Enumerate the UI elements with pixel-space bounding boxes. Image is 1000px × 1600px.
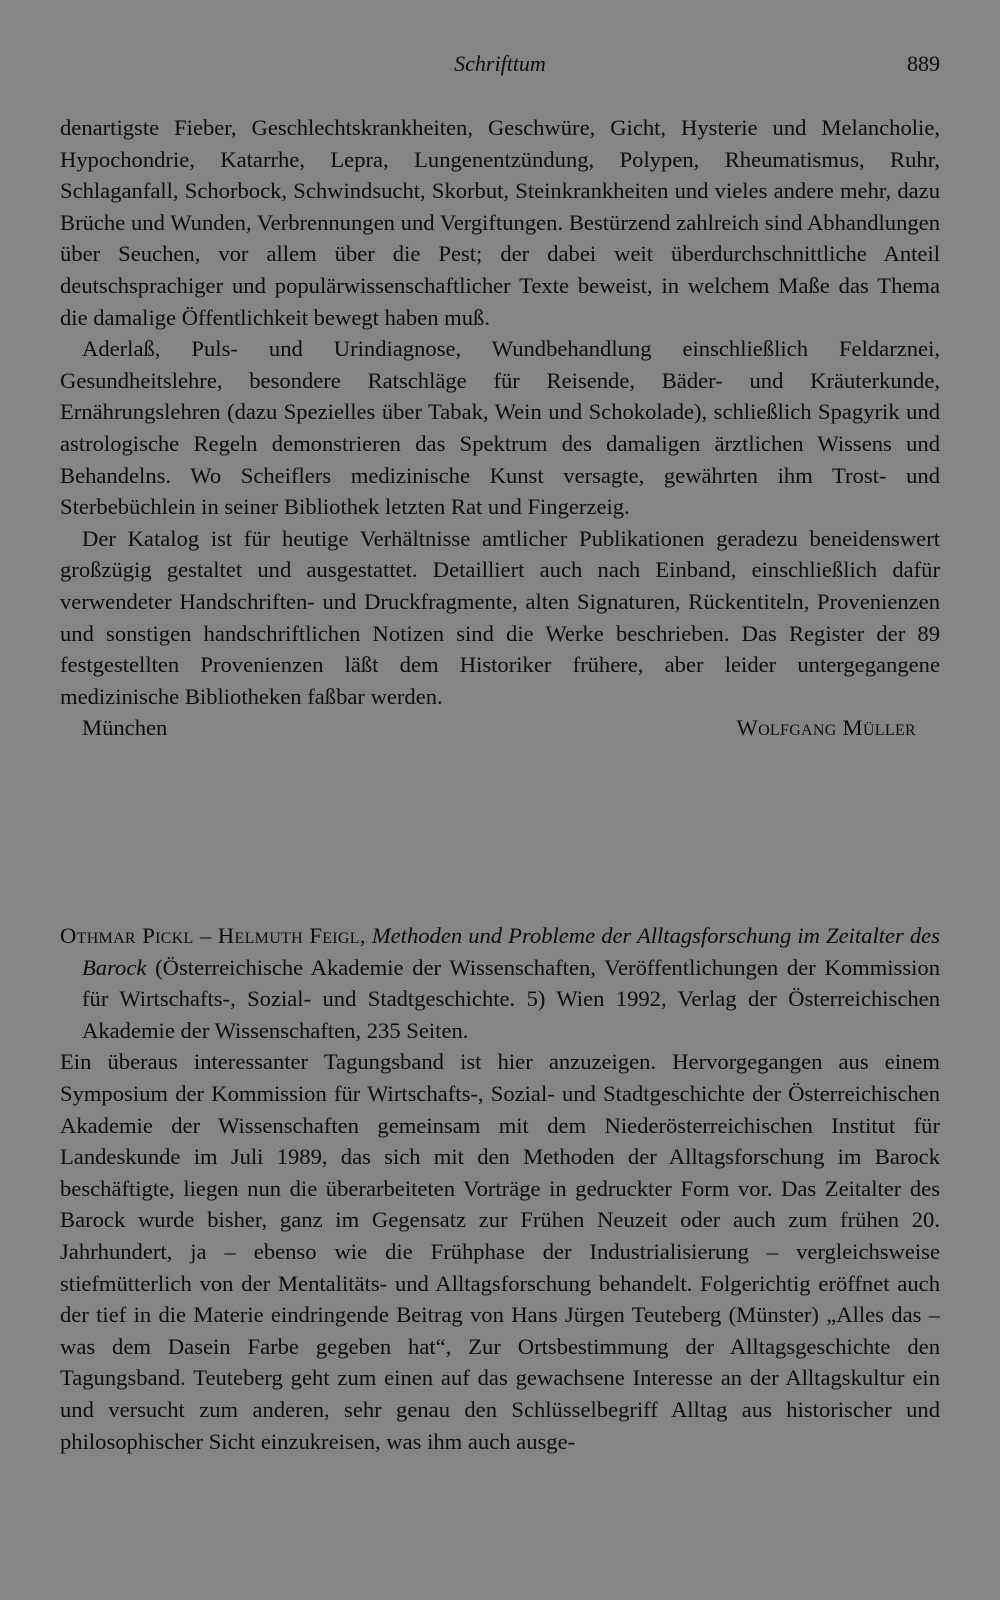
page-number: 889 bbox=[907, 51, 940, 76]
paragraph: Aderlaß, Puls- und Urindiagnose, Wundbehandlung einschließlich Feldarznei, Gesundheitslehre, besondere Ratschläge für Reisende, Bäder- und Kräuterkunde, Ernährungslehren (dazu Spezielles über Tabak, Wein und Schokolade), schließlich Spagyrik und astrologische Regeln demonstrieren das Spektrum des damaligen ärztlichen Wissens und Behandelns. Wo Scheiflers medizinische Kunst versagte, gewährten ihm Trost- und Sterbebüchlein in seiner Bibliothek letzten Rat und Fingerzeig. bbox=[60, 336, 940, 520]
review-signature bbox=[60, 712, 940, 744]
review-body: Ein überaus interessanter Tagungsband ist hier anzuzeigen. Hervorgegangen aus einem Symposium der Kommission für Wirtschafts-, Sozial- und Stadtgeschichte der Österreichischen Akademie der Wissenschaften gemeinsam mit dem Niederösterreichischen Institut für Landeskunde im Juli 1989, das sich mit den Methoden der Alltagsforschung im Barock beschäftigte, liegen nun die überarbeiteten Vorträge in gedruckter Form vor. Das Zeitalter des Barock wurde bisher, ganz im Gegensatz zur Frühen Neuzeit oder auch zum frühen 20. Jahrhundert, ja – ebenso wie die Frühphase der Industrialisierung – vergleichsweise stiefmütterlich von der Mentalitäts- und Alltagsforschung behandelt. Folgerichtig eröffnet auch der tief in die Materie eindringende Beitrag von Hans Jürgen Teuteberg (Münster) „Alles das – was dem Dasein Farbe gegeben hat“, Zur Ortsbestimmung der Alltagsgeschichte den Tagungsband. Teuteberg geht zum einen auf das gewachsene Interesse an der Alltagskultur ein und versucht zum anderen, sehr genau den Schlüsselbegriff Alltag aus historischer und philosophischer Sicht einzukreisen, was ihm auch ausge- bbox=[60, 1049, 940, 1454]
reviewer-name: Wolfgang Müller bbox=[736, 715, 916, 741]
review-entry bbox=[60, 920, 940, 1457]
book-authors: Othmar Pickl – Helmuth Feigl, bbox=[60, 923, 366, 948]
review-continuation bbox=[60, 112, 940, 744]
running-title: Schrifttum bbox=[454, 51, 546, 76]
book-imprint: (Österreichische Akademie der Wissenschaften, Veröffentlichungen der Kommission für Wirtschafts-, Sozial- und Stadtgeschichte. 5) Wien 1992, Verlag der Österreichischen Akademie der Wissenschaften, 235 Seiten. bbox=[82, 954, 941, 1043]
running-head bbox=[60, 48, 940, 80]
paragraph: Der Katalog ist für heutige Verhältnisse amtlicher Publikationen geradezu beneidenswert großzügig gestaltet und ausgestattet. Detailliert auch nach Einband, einschließlich dafür verwendeter Handschriften- und Druckfragmente, alten Signaturen, Rückentiteln, Provenienzen und sonstigen handschriftlichen Notizen sind die Werke beschrieben. Das Register der 89 festgestellten Provenienzen läßt dem Historiker frühere, aber leider untergegangene medizinische Bibliotheken faßbar werden. bbox=[60, 525, 940, 709]
bibliographic-entry bbox=[60, 920, 940, 1046]
paragraph: denartigste Fieber, Geschlechtskrankheiten, Geschwüre, Gicht, Hysterie und Melancholie, Hypochondrie, Katarrhe, Lepra, Lungenentzündung, Polypen, Rheumatismus, Ruhr, Schlaganfall, Schorbock, Schwindsucht, Skorbut, Steinkrankheiten und vieles andere mehr, dazu Brüche und Wunden, Verbrennungen und Vergiftungen. Bestürzend zahlreich sind Abhandlungen über Seuchen, vor allem über die Pest; der dabei weit überdurchschnittliche Anteil deutschsprachiger und populärwissenschaftlicher Texte beweist, in welchem Maße das Thema die damalige Öffentlichkeit bewegt haben muß. bbox=[60, 115, 940, 330]
reviewer-place: München bbox=[82, 715, 168, 741]
book-title: Methoden und Probleme der Alltagsforschung im Zeitalter des Barock bbox=[82, 923, 940, 980]
